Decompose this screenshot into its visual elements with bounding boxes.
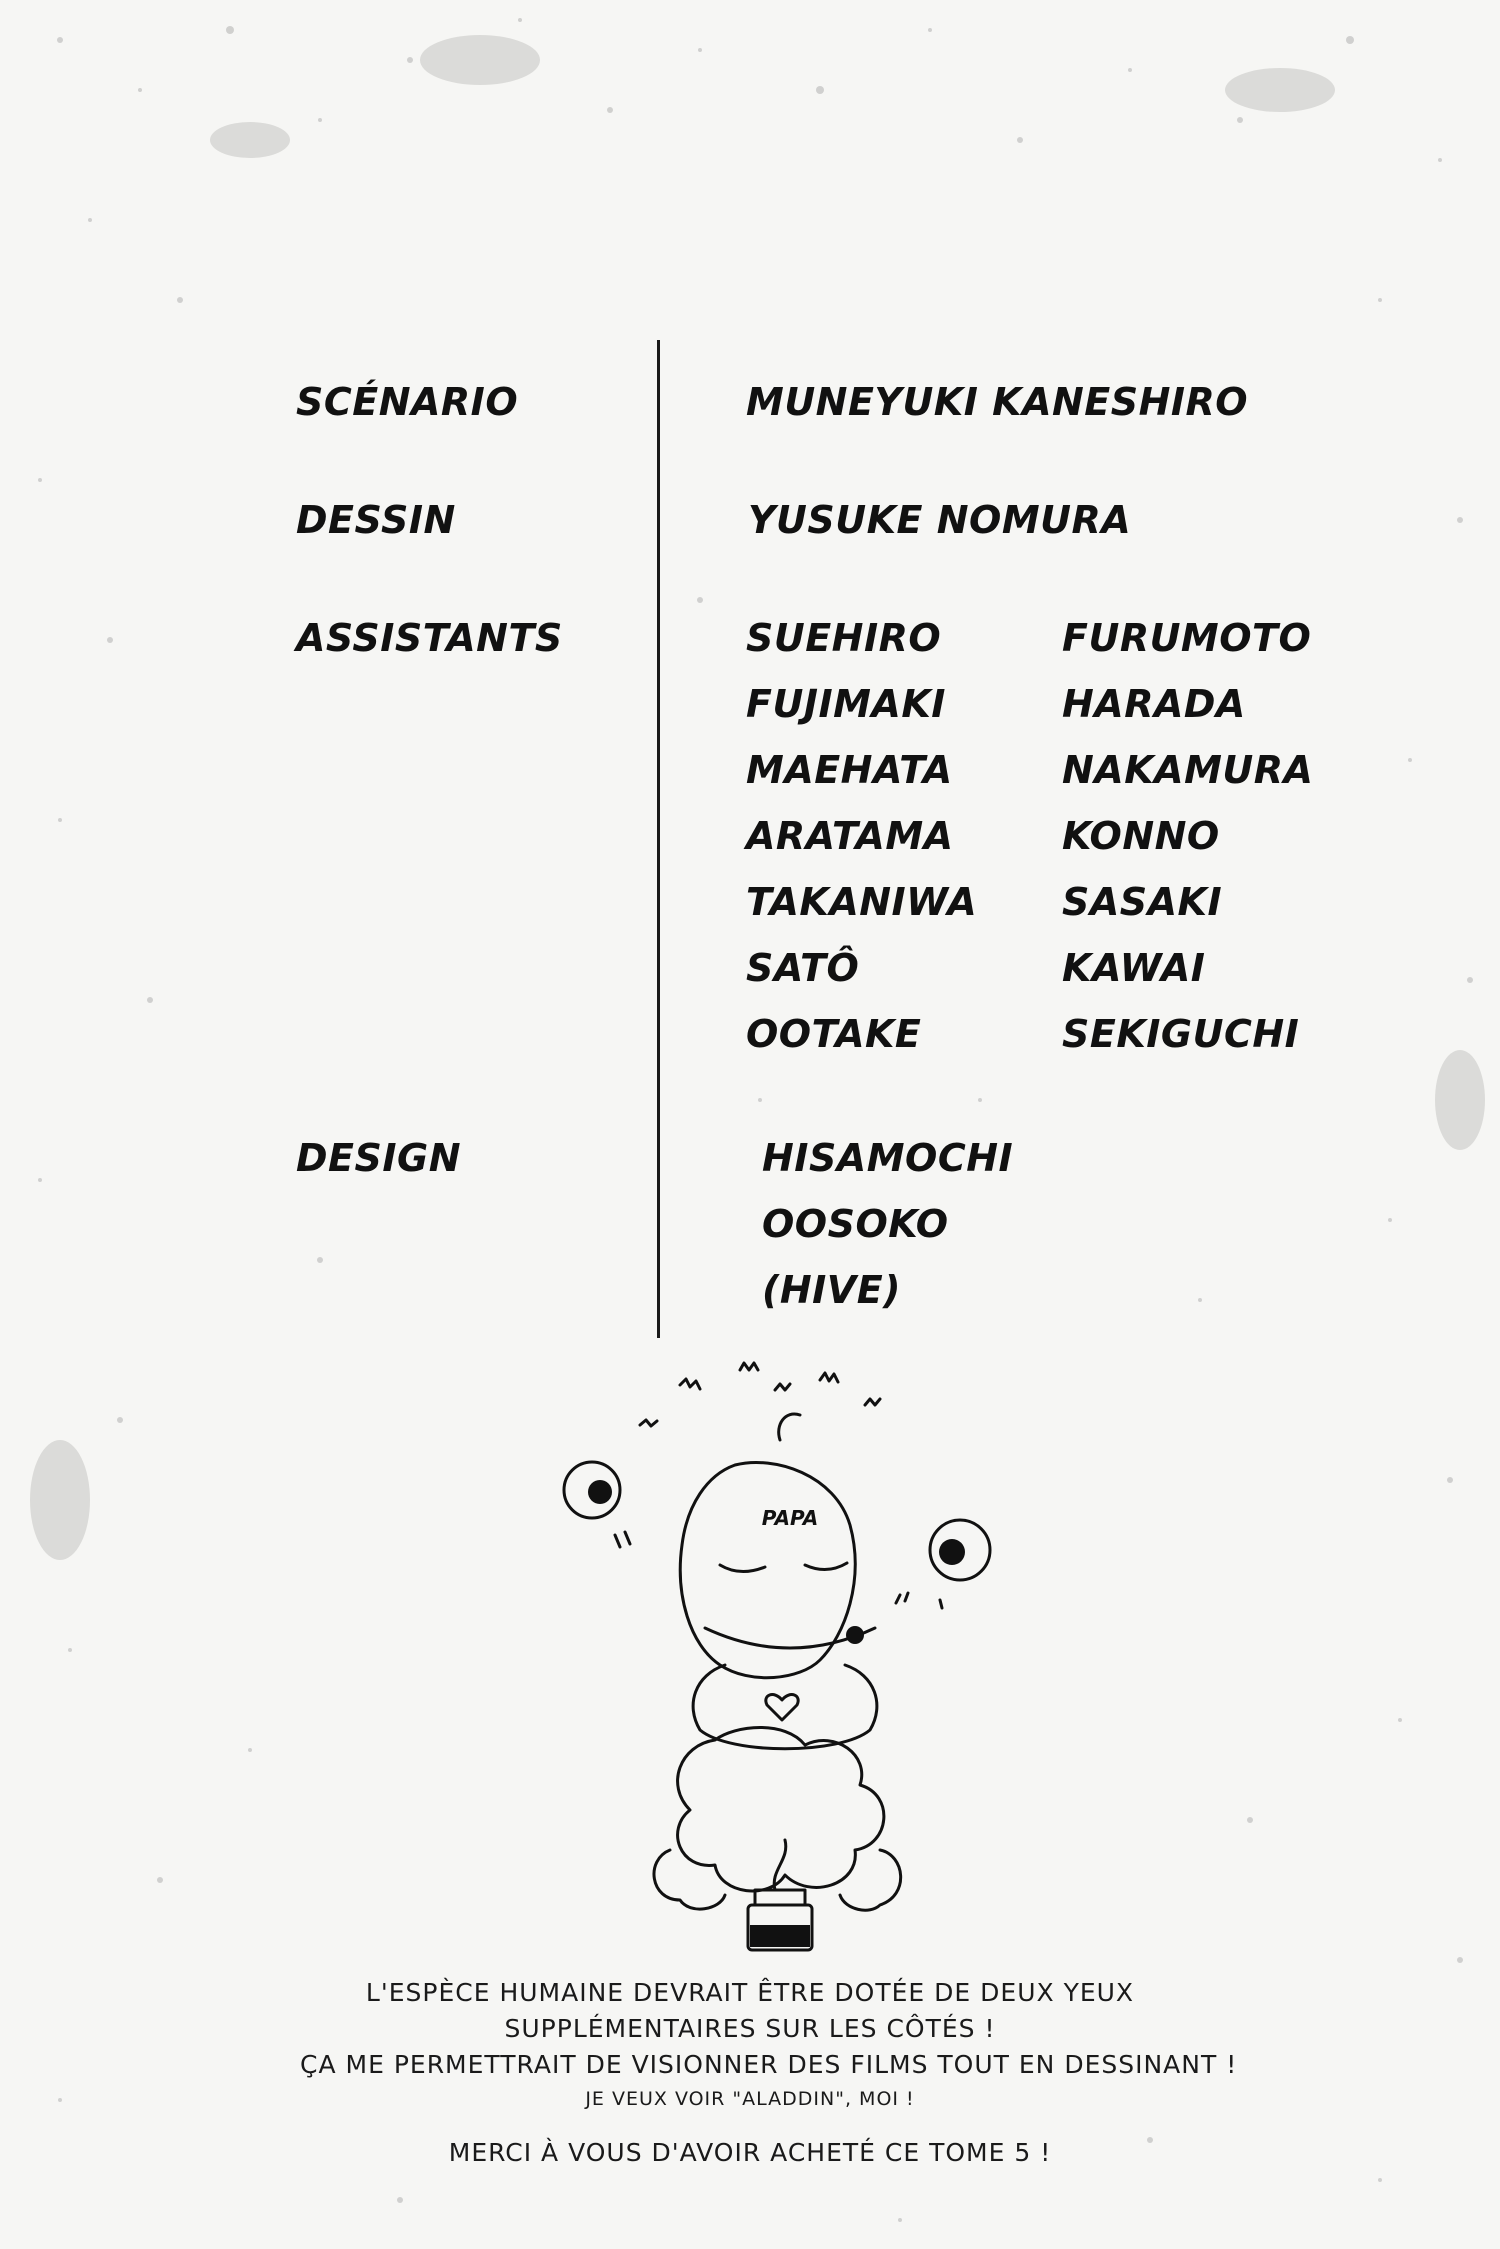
bottle-label: ENCRE xyxy=(759,1909,801,1922)
assistant-name: KONNO xyxy=(1062,814,1220,858)
assistant-name: TAKANIWA xyxy=(746,880,978,924)
assistant-name: FURUMOTO xyxy=(1062,616,1312,660)
design-name: HISAMOCHI xyxy=(762,1136,1014,1180)
assistant-name: SATÔ xyxy=(746,946,860,990)
assistant-name: FUJIMAKI xyxy=(746,682,946,726)
assistant-name: SASAKI xyxy=(1062,880,1223,924)
assistant-name: ARATAMA xyxy=(746,814,954,858)
assistant-name: KAWAI xyxy=(1062,946,1206,990)
author-note-line-3: ÇA ME PERMETTRAIT DE VISIONNER DES FILMS TOUT EN DESSINANT ! xyxy=(300,2050,1238,2079)
assistants-label: ASSISTANTS xyxy=(296,616,563,660)
author-caricature-illustration xyxy=(520,1360,1040,1960)
design-label: DESIGN xyxy=(296,1136,462,1180)
design-name: (HIVE) xyxy=(762,1268,902,1312)
assistant-name: SEKIGUCHI xyxy=(1062,1012,1300,1056)
assistant-name: MAEHATA xyxy=(746,748,953,792)
author-note-line-2: SUPPLÉMENTAIRES SUR LES CÔTÉS ! xyxy=(504,2014,996,2043)
design-name: OOSOKO xyxy=(762,1202,949,1246)
column-divider xyxy=(657,340,660,1338)
dessin-label: DESSIN xyxy=(296,498,456,542)
author-note-line-1: L'ESPÈCE HUMAINE DEVRAIT ÊTRE DOTÉE DE DEUX YEUX xyxy=(365,1978,1135,2007)
head-label: PAPA xyxy=(761,1506,819,1530)
scenario-value: MUNEYUKI KANESHIRO xyxy=(746,380,1249,424)
dessin-value: YUSUKE NOMURA xyxy=(748,498,1132,542)
scenario-label: SCÉNARIO xyxy=(296,380,519,424)
assistant-name: HARADA xyxy=(1062,682,1246,726)
assistant-name: OOTAKE xyxy=(746,1012,922,1056)
author-note-line-4: JE VEUX VOIR "ALADDIN", MOI ! xyxy=(585,2088,915,2110)
assistant-name: SUEHIRO xyxy=(746,616,942,660)
assistant-name: NAKAMURA xyxy=(1062,748,1314,792)
thanks-note: MERCI À VOUS D'AVOIR ACHETÉ CE TOME 5 ! xyxy=(448,2138,1052,2167)
